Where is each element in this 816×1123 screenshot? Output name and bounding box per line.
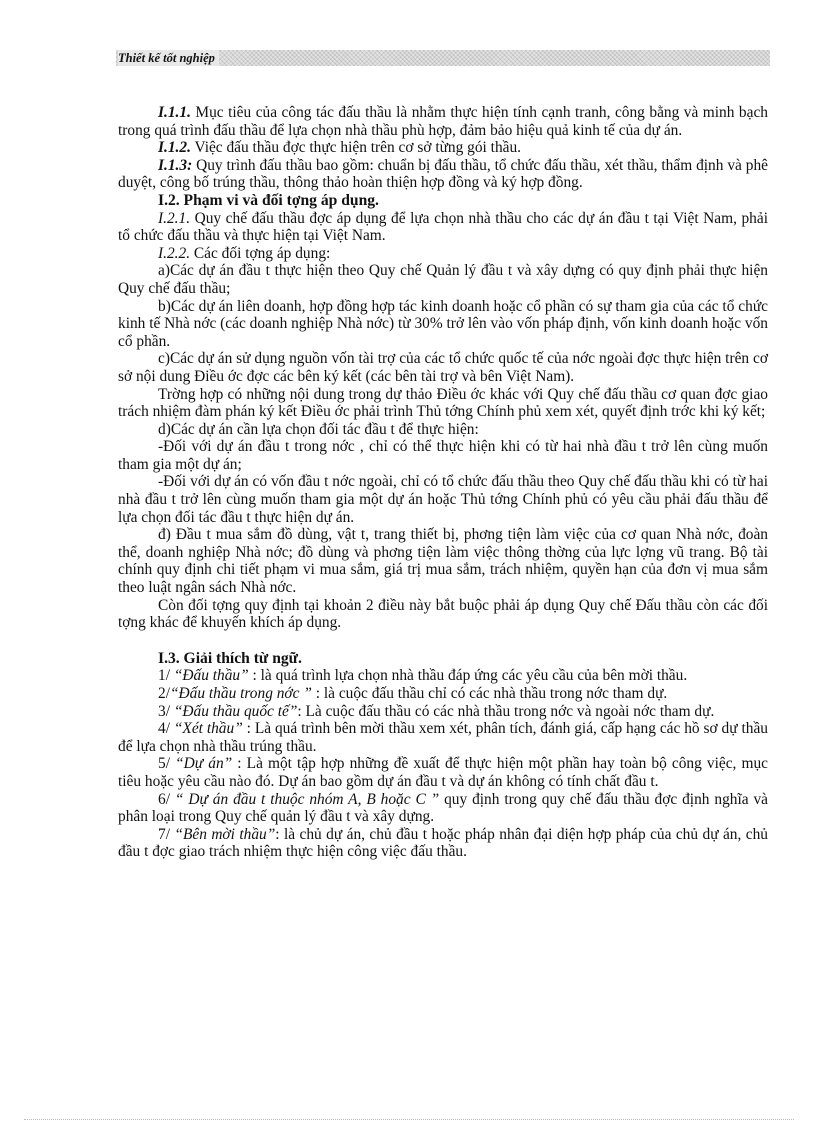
definition-5	[118, 755, 768, 790]
definition-7	[118, 826, 768, 861]
definition-6	[118, 791, 768, 826]
definition-text: quy định trong quy chế đấu thầu đợc định nghĩa và phân loại trong Quy chế quản lý đầu t và xây dựng.	[118, 790, 768, 826]
paragraph-1-1-1	[118, 104, 768, 139]
definition-number: 2/	[158, 685, 170, 702]
paragraph-text: Việc đấu thầu đợc thực hiện trên cơ sở từng gói thầu.	[190, 139, 522, 157]
definition-number: 4/	[158, 720, 174, 738]
definition-3	[118, 703, 768, 721]
paragraph-text: Quy trình đấu thầu bao gồm: chuẩn bị đấu thầu, tổ chức đấu thầu, xét thầu, thẩm định và phê duyệt, công bố trúng thầu, thông thảo hoàn thiện hợp đồng và ký hợp đồng.	[118, 156, 768, 192]
page-header-band	[116, 50, 770, 66]
definition-text: : là chủ dự án, chủ đầu t hoặc pháp nhân đại diện hợp pháp của chủ dự án, chủ đầu t đợc giao trách nhiệm thực hiện công việc đấu thầu.	[118, 825, 768, 861]
item-c-note: Trờng hợp có những nội dung trong dự thảo Điều ớc khác với Quy chế đấu thầu cơ quan đợc giao trách nhiệm đàm phán ký kết Điều ớc phải trình Thủ tớng Chính phủ xem xét, quyết định trớc khi ký kết;	[118, 385, 768, 421]
definition-number: 5/	[158, 755, 176, 773]
definition-text: : Là một tập hợp những đề xuất để thực hiện một phần hay toàn bộ công việc, mục tiêu hoặc yêu cầu nào đó. Dự án bao gồm dự án đầu t và dự án không có tính chất đầu t.	[118, 755, 768, 790]
definition-term: “Xét thầu”	[173, 720, 243, 738]
paragraph-text: Các đối tợng áp dụng:	[190, 244, 331, 262]
definition-term: “Đấu thầu”	[173, 667, 249, 685]
paragraph-closing: Còn đối tợng quy định tại khoản 2 điều này bắt buộc phải áp dụng Quy chế Đấu thầu còn các đối tợng khác để khuyến khích áp dụng.	[118, 596, 768, 632]
definition-text: : Là quá trình bên mời thầu xem xét, phân tích, đánh giá, cấp hạng các hồ sơ dự thầu để lựa chọn nhà thầu trúng thầu.	[118, 720, 768, 755]
item-b: b)Các dự án liên doanh, hợp đồng hợp tác kinh doanh hoặc cổ phần có sự tham gia của các tổ chức kinh tế Nhà nớc (các doanh nghiệp Nhà nớc) từ 30% trở lên vào vốn pháp định, vốn kinh doanh hoặc vốn cổ phần.	[118, 297, 768, 350]
page-header-title: Thiết kế tốt nghiệp	[118, 50, 219, 66]
paragraph-label: I.2.2.	[158, 244, 191, 262]
item-a: a)Các dự án đầu t thực hiện theo Quy chế Quản lý đầu t và xây dựng có quy định phải thực hiện Quy chế đấu thầu;	[118, 262, 768, 297]
paragraph-1-1-3	[118, 157, 768, 192]
definition-4	[118, 720, 768, 755]
definition-number: 7/	[158, 825, 175, 843]
definition-2	[118, 685, 768, 703]
definition-term: “ Dự án đầu t thuộc nhóm A, B hoặc C ”	[174, 790, 440, 808]
document-body	[118, 104, 768, 861]
footer-divider	[24, 1119, 794, 1120]
definition-term: “Bên mời thầu”	[174, 825, 276, 843]
definition-number: 3/	[158, 702, 174, 720]
item-d-domestic: -Đối với dự án đầu t trong nớc , chỉ có thể thực hiện khi có từ hai nhà đầu t trở lên cùng muốn tham gia một dự án;	[118, 438, 768, 473]
heading-1-3: I.3. Giải thích từ ngữ.	[158, 649, 302, 667]
paragraph-label: I.1.1.	[158, 104, 191, 121]
item-c: c)Các dự án sử dụng nguồn vốn tài trợ của các tổ chức quốc tế của nớc ngoài đợc thực hiện trên cơ sở nội dung Điều ớc đợc các bên ký kết (các bên tài trợ và bên Việt Nam).	[118, 350, 768, 385]
definition-text: : là cuộc đấu thầu chỉ có các nhà thầu trong nớc tham dự.	[311, 685, 668, 702]
definition-1	[118, 667, 768, 685]
paragraph-1-2-1	[118, 210, 768, 245]
item-dd: đ) Đầu t mua sắm đồ dùng, vật t, trang thiết bị, phơng tiện làm việc của cơ quan Nhà nớc, đoàn thể, doanh nghiệp Nhà nớc; đồ dùng và phơng tiện làm việc thông thờng của lực lợng vũ trang. Bộ tài chính quy định chi tiết phạm vi mua sắm, giá trị mua sắm, trách nhiệm, quyền hạn của đơn vị mua sắm theo luật ngân sách Nhà nớc.	[118, 526, 768, 597]
item-d-foreign: -Đối với dự án có vốn đầu t nớc ngoài, chỉ có tổ chức đấu thầu theo Quy chế đấu thầu khi có từ hai nhà đầu t trở lên cùng muốn tham gia một dự án hoặc Thủ tớng Chính phủ có yêu cầu phải đấu thầu để lựa chọn đối tác đầu t thực hiện dự án.	[118, 473, 768, 526]
definition-number: 6/	[158, 790, 175, 808]
paragraph-label: I.2.1.	[158, 209, 191, 227]
heading-1-2: I.2. Phạm vi và đối tợng áp dụng.	[158, 191, 379, 209]
definition-text: : Là cuộc đấu thầu có các nhà thầu trong nớc và ngoài nớc tham dự.	[297, 702, 715, 720]
paragraph-label: I.1.3:	[158, 156, 193, 174]
paragraph-text: Mục tiêu của công tác đấu thầu là nhằm thực hiện tính cạnh tranh, công bằng và minh bạch trong quá trình đấu thầu để lựa chọn nhà thầu phù hợp, đảm bảo hiệu quả kinh tế của dự án.	[118, 104, 768, 139]
definition-term: “Đấu thầu trong nớc ”	[169, 685, 312, 702]
paragraph-1-2-2	[118, 245, 768, 263]
paragraph-text: Quy chế đấu thầu đợc áp dụng để lựa chọn nhà thầu cho các dự án đầu t tại Việt Nam, phải tổ chức đấu thầu và thực hiện tại Việt Nam.	[118, 209, 768, 245]
item-d: d)Các dự án cần lựa chọn đối tác đầu t để thực hiện:	[158, 420, 479, 438]
definition-number: 1/	[158, 667, 174, 685]
definition-text: : là quá trình lựa chọn nhà thầu đáp ứng các yêu cầu của bên mời thầu.	[248, 667, 688, 685]
definition-term: “Dự án”	[175, 755, 233, 773]
paragraph-label: I.1.2.	[158, 139, 191, 157]
definition-term: “Đấu thầu quốc tế”	[173, 702, 298, 720]
paragraph-1-1-2	[118, 139, 768, 157]
